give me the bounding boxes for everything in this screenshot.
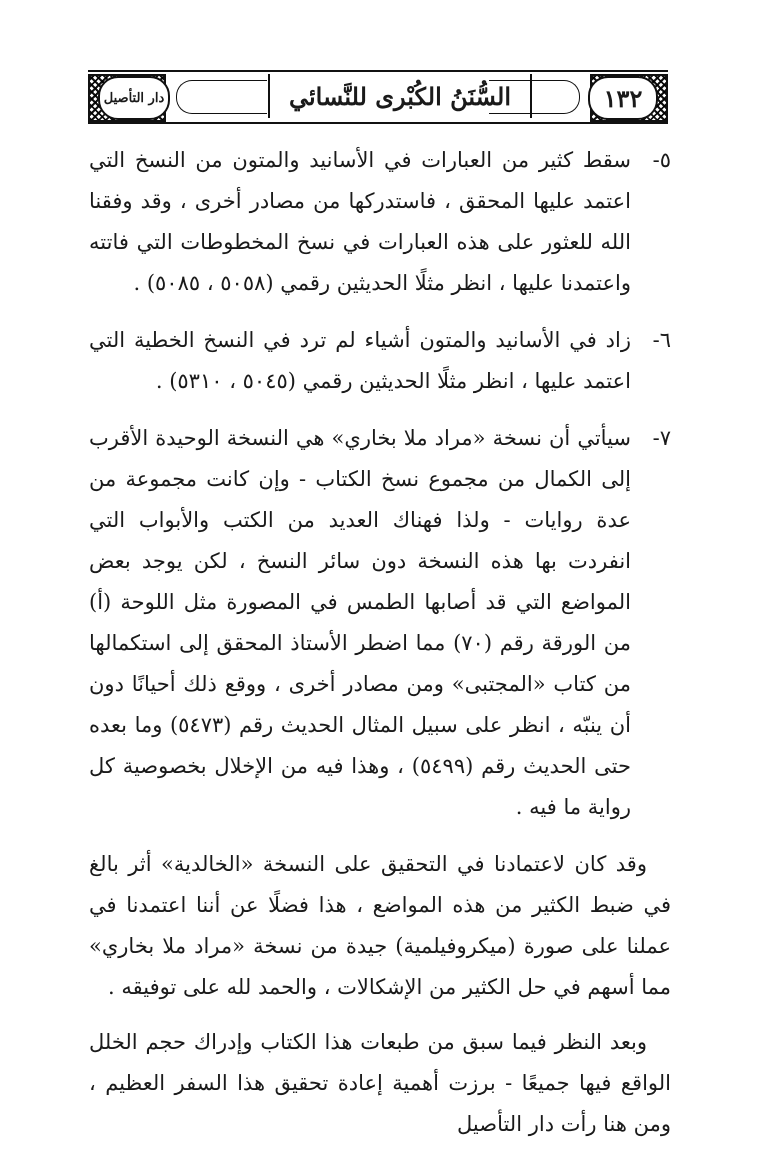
header-brace-right (489, 80, 580, 114)
list-item-number: ٦- (652, 328, 671, 352)
list-item (89, 320, 671, 402)
body-paragraph: وقد كان لاعتمادنا في التحقيق على النسخة «الخالدية» أثر بالغ في ضبط الكثير من هذه المواضع ، هذا فضلًا عن أننا اعتمدنا في عملنا على صورة (ميكروفيلمية) جيدة من نسخة «مراد ملا بخاري» مما أسهم في حل الكثير من الإشكالات ، والحمد لله على توفيقه . (89, 852, 671, 999)
page-header (88, 70, 668, 124)
list-item-number: ٥- (652, 148, 671, 172)
list-item (89, 418, 671, 828)
list-item (89, 140, 671, 304)
list-item-text: زاد في الأسانيد والمتون أشياء لم ترد في النسخ الخطية التي اعتمد عليها ، انظر مثلًا الحديثين رقمي (٥٠٤٥ ، ٥٣١٠) . (89, 328, 631, 393)
list-item-text: سيأتي أن نسخة «مراد ملا بخاري» هي النسخة الوحيدة الأقرب إلى الكمال من مجموع نسخ الكتاب - وإن كانت مجموعة من عدة روايات - ولذا فهناك العديد من الكتب والأبواب التي انفردت بها هذه النسخة دون سائر النسخ ، لكن يوجد بعض المواضع التي قد أصابها الطمس في المصورة مثل اللوحة (أ) من الورقة رقم (٧٠) مما اضطر الأستاذ المحقق إلى استكمالها من كتاب «المجتبى» ومن مصادر أخرى ، ووقع ذلك أحيانًا دون أن ينبّه ، انظر على سبيل المثال الحديث رقم (٥٤٧٣) وما بعده حتى الحديث رقم (٥٤٩٩) ، وهذا فيه من الإخلال بخصوصية كل رواية ما فيه . (89, 426, 631, 819)
list-item-text: سقط كثير من العبارات في الأسانيد والمتون من النسخ التي اعتمد عليها المحقق ، فاستدركها من مصادر أخرى ، وقد وفقنا الله للعثور على هذه العبارات في نسخ المخطوطات التي فاتته واعتمدنا عليها ، انظر مثلًا الحديثين رقمي (٥٠٥٨ ، ٥٠٨٥) . (89, 148, 631, 295)
page-number: ١٣٢ (588, 76, 658, 120)
running-title: السُّنَنُ الكُبْرى للنَّسائي (268, 74, 532, 118)
header-brace-left (176, 80, 267, 114)
page-body (89, 140, 671, 1159)
publisher-logo: دار التأصيل (98, 76, 170, 120)
list-item-number: ٧- (652, 426, 671, 450)
body-paragraph: وبعد النظر فيما سبق من طبعات هذا الكتاب وإدراك حجم الخلل الواقع فيها جميعًا - برزت أهمية إعادة تحقيق هذا السفر العظيم ، ومن هنا رأت دار التأصيل (89, 1030, 671, 1136)
